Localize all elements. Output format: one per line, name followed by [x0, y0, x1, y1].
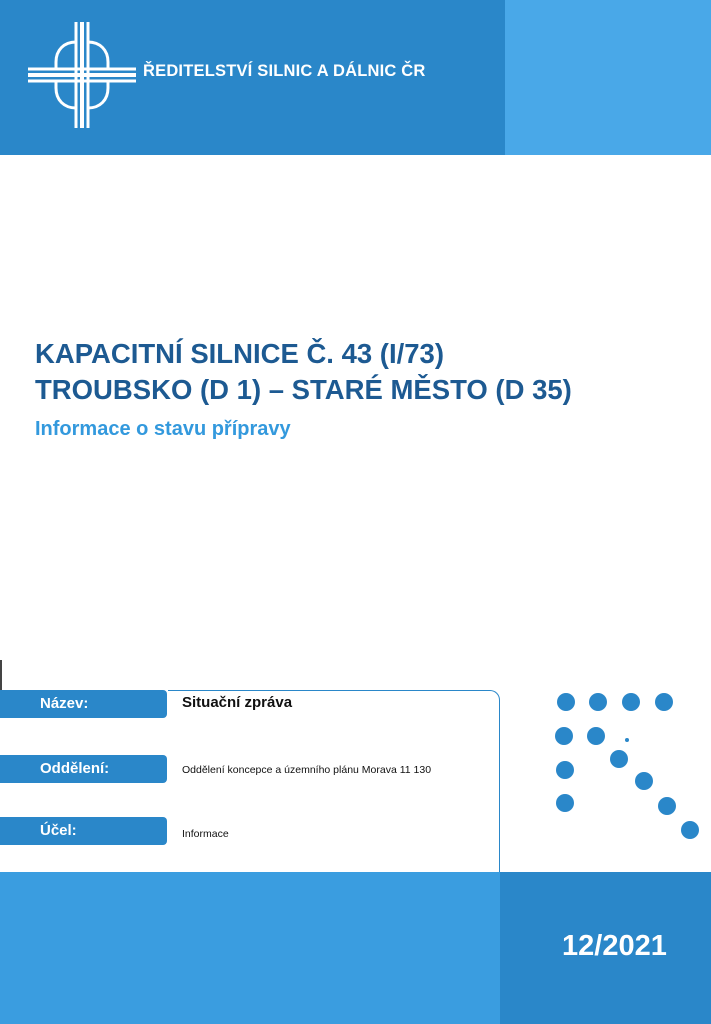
- pattern-dot: [587, 727, 605, 745]
- name-value: Situační zpráva: [182, 694, 293, 711]
- pattern-dot: [635, 772, 653, 790]
- highway-interchange-icon: [26, 20, 138, 130]
- pattern-dot: [557, 693, 575, 711]
- pattern-dot: [555, 727, 573, 745]
- pattern-dot: [610, 750, 628, 768]
- pattern-dot: [589, 693, 607, 711]
- title-line-2: TROUBSKO (D 1) – STARÉ MĚSTO (D 35): [35, 374, 572, 405]
- pattern-dot: [655, 693, 673, 711]
- pattern-dot: [681, 821, 699, 839]
- title-line-1: KAPACITNÍ SILNICE Č. 43 (I/73): [35, 338, 444, 369]
- organization-name: ŘEDITELSTVÍ SILNIC A DÁLNIC ČR: [143, 62, 426, 80]
- document-date: 12/2021: [562, 930, 667, 962]
- info-panel-frame: [168, 690, 500, 872]
- pattern-dot: [556, 761, 574, 779]
- document-subtitle: Informace o stavu přípravy: [35, 418, 291, 440]
- pattern-dot: [622, 693, 640, 711]
- pattern-dot: [556, 794, 574, 812]
- pattern-dot: [658, 797, 676, 815]
- name-label: Název:: [0, 690, 167, 718]
- department-value: Oddělení koncepce a územního plánu Morava 11 130: [182, 764, 432, 776]
- department-label: Oddělení:: [0, 755, 167, 783]
- pattern-dot-small: [625, 738, 629, 742]
- header-band-accent: [505, 0, 711, 155]
- purpose-value: Informace: [182, 828, 229, 840]
- margin-mark: [0, 660, 2, 690]
- document-title: [35, 336, 572, 441]
- purpose-label: Účel:: [0, 817, 167, 845]
